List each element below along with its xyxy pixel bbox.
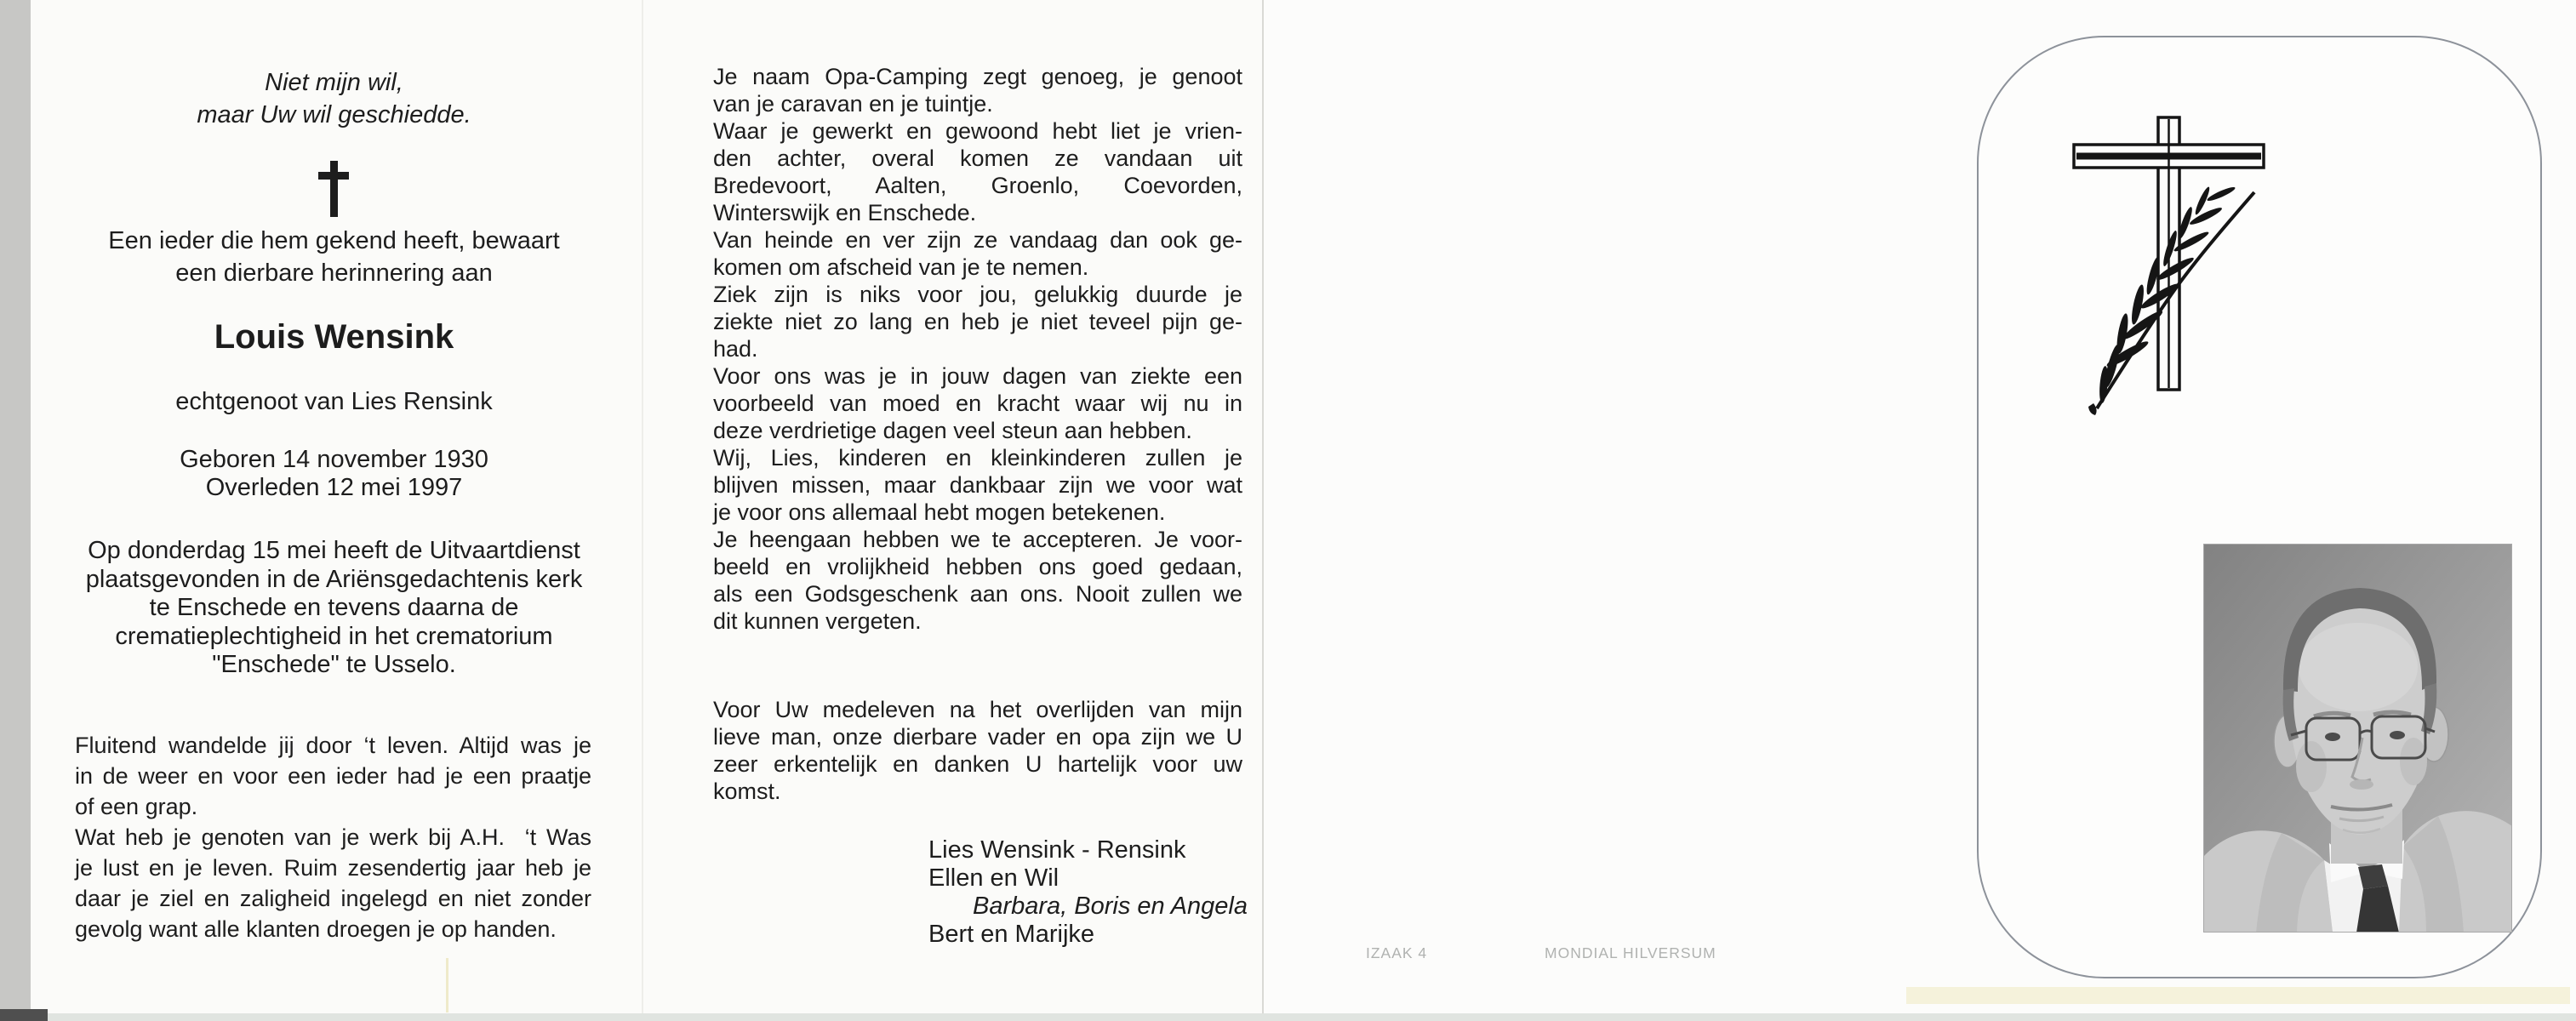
forehead-highlight [2299,623,2418,711]
motto-lines [77,66,591,131]
text-line: Ziek zijn is niks voor jou, gelukkig duurde je [713,282,1242,307]
text-line: beeld en vrolijkheid hebben ons goed gedaan, [713,554,1242,579]
text-line: deze verdrietige dagen veel steun aan hebben. [713,418,1192,443]
text-line: gevolg want alle klanten droegen je op handen. [75,916,557,942]
service-line: crematieplechtigheid in het crematorium [115,622,553,650]
memorial-text-paragraphs [713,63,1242,635]
bottom-scan-strip [0,1013,2576,1021]
text-line: had. [713,336,758,362]
text-line: komen om afscheid van je te nemen. [713,254,1089,280]
service-announcement [77,537,591,680]
deceased-name: Louis Wensink [214,318,454,356]
scan-streak-horizontal [1906,987,2570,1004]
text-line: in de weer en voor een ieder had je een praatje [75,763,591,789]
intro-line: een dierbare herinnering aan [175,260,493,287]
text-line: Voor Uw medeleven na het overlijden van mijn [713,697,1242,722]
service-line: te Enschede en tevens daarna de [149,594,519,621]
text-line: komst. [713,779,781,804]
service-line: plaatsgevonden in de Ariënsgedachtenis kerk [85,565,583,593]
text-line: Bredevoort, Aalten, Groenlo, Coevorden, [713,173,1242,198]
printer-mark-mondial: MONDIAL HILVERSUM [1545,944,1716,961]
eye-right [2390,731,2405,739]
bottom-corner-mark [0,1009,48,1021]
intro-lines [77,225,591,289]
printer-mark-izaak: IZAAK 4 [1366,944,1428,961]
motto-line: Niet mijn wil, [265,69,403,96]
text-line: daar je ziel en zaligheid ingelegd en niet zonder [75,886,591,911]
text-line: ziekte niet zo lang en heb je niet teveel pijn ge- [713,309,1242,334]
signatory-line: Ellen en Wil [928,864,1060,892]
memorial-cross-icon [318,161,349,219]
text-line: je voor ons allemaal hebt mogen betekenen. [713,499,1166,525]
text-line: lieve man, onze dierbare vader en opa zijn we U [713,724,1242,750]
death-line: Overleden 12 mei 1997 [205,474,463,501]
text-line: van je caravan en je tuintje. [713,91,993,117]
text-line: Waar je gewerkt en gewoond hebt liet je vrien- [713,118,1242,144]
motto-line: maar Uw wil geschiedde. [197,101,471,128]
text-line: Wij, Lies, kinderen en kleinkinderen zullen je [713,445,1242,471]
fold-line [642,0,643,1021]
text-line: Van heinde en ver zijn ze vandaag dan ook ge- [713,227,1242,253]
text-line: Je heengaan hebben we te accepteren. Je voor- [713,527,1242,552]
scan-streak-vertical [446,958,448,1012]
text-line: je lust en je leven. Ruim zesendertig jaar heb je [75,855,591,881]
text-line: Fluitend wandelde jij door ‘t leven. Altijd was je [75,733,591,758]
signatories-list [928,836,1294,949]
spouse-line: echtgenoot van Lies Rensink [175,388,493,415]
signatory-line: Lies Wensink - Rensink [928,836,1186,864]
text-line: zeer erkentelijk en danken U hartelijk voor uw [713,751,1242,777]
latin-cross-with-grain-branch-icon [2059,111,2272,417]
text-line: Je naam Opa-Camping zegt genoeg, je genoot [713,64,1242,89]
cheek-shade-right [2400,738,2427,785]
signatory-line: Barbara, Boris en Angela [973,893,1248,920]
nose-shadow [2350,779,2373,790]
eye-left [2325,733,2340,741]
tribute-paragraphs [75,730,591,944]
text-line: dit kunnen vergeten. [713,608,922,634]
portrait-photo [2203,544,2512,933]
text-line: Wat heb je genoten van je werk bij A.H. ‘t Was [75,824,591,850]
text-line: als een Godsgeschenk aan ons. Nooit zullen we [713,581,1242,607]
text-line: den achter, overal komen ze vandaan uit [713,145,1242,171]
scanner-edge-left [0,0,31,1021]
cheek-shade-left [2296,741,2327,792]
text-line: voorbeeld van moed en kracht waar wij nu in [713,391,1242,416]
intro-line: Een ieder die hem gekend heeft, bewaart [108,227,560,254]
text-line: of een grap. [75,794,198,819]
closing-paragraph [713,696,1242,805]
text-line: Voor ons was je in jouw dagen van ziekte een [713,363,1242,389]
text-line: blijven missen, maar dankbaar zijn we voor wat [713,472,1242,498]
birth-death-dates [77,446,591,502]
service-line: "Enschede" te Usselo. [212,651,456,678]
service-line: Op donderdag 15 mei heeft de Uitvaartdienst [88,537,580,564]
text-line: Winterswijk en Enschede. [713,200,977,225]
birth-line: Geboren 14 november 1930 [180,446,488,473]
signatory-line: Bert en Marijke [928,921,1095,948]
